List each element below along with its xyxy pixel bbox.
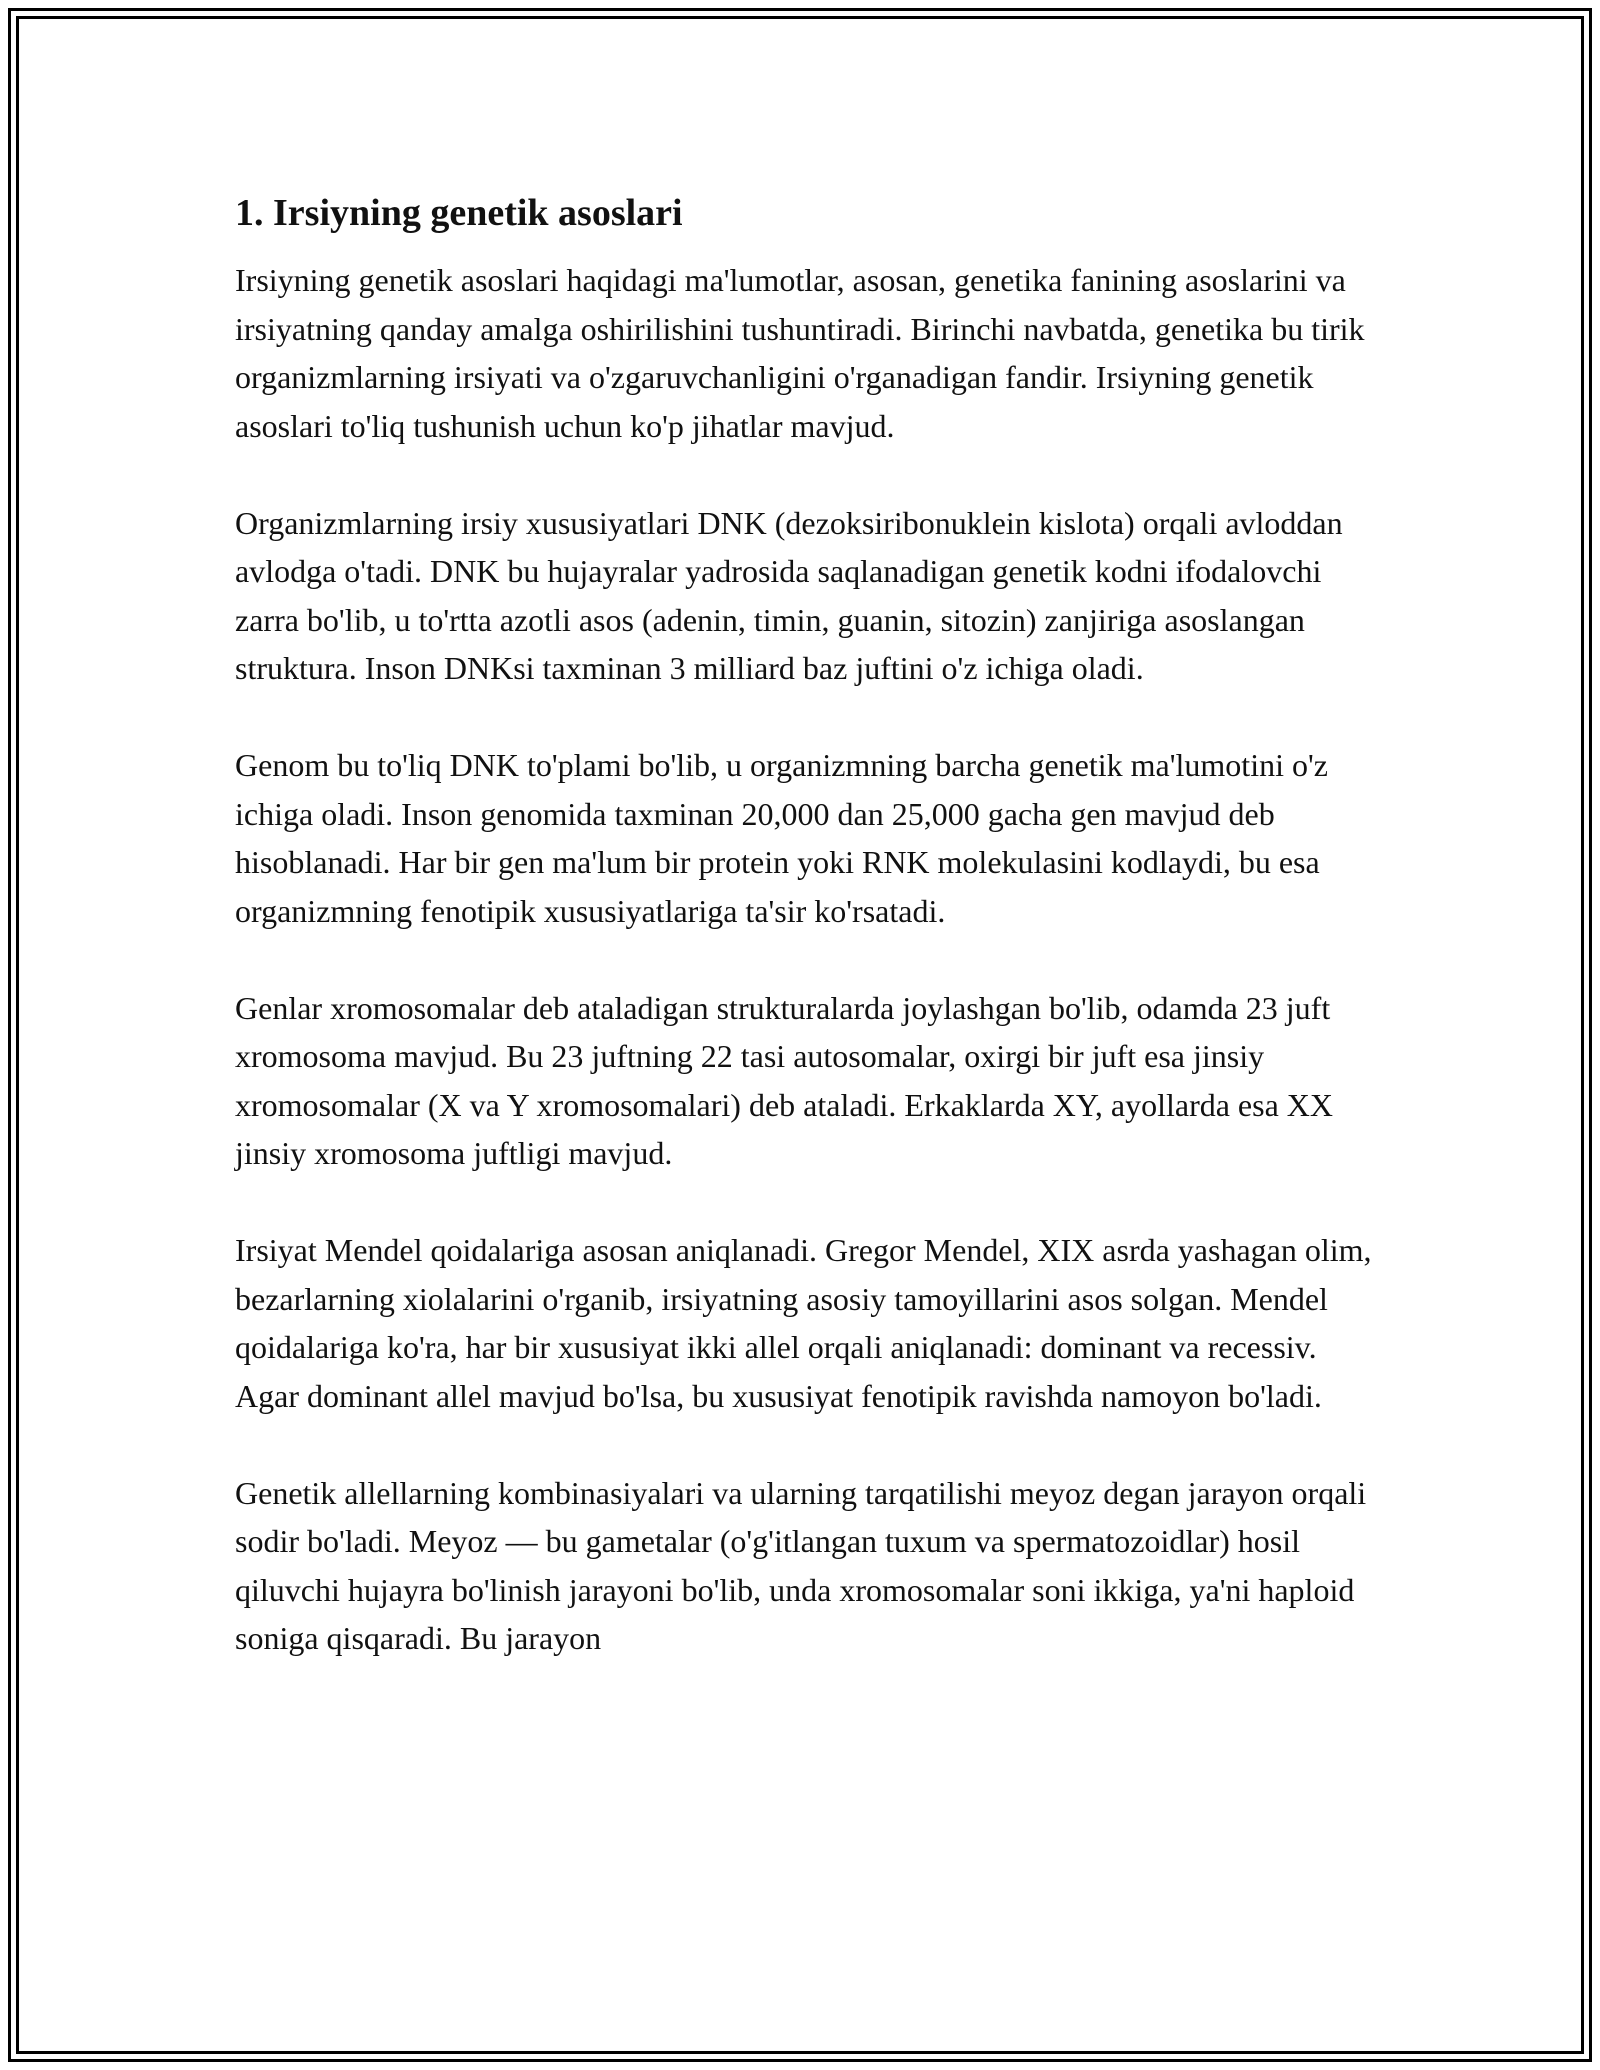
paragraph-4: Genlar xromosomalar deb ataladigan strukturalarda joylashgan bo'lib, odamda 23 juft xromosoma mavjud. Bu 23 juftning 22 tasi autosomalar, oxirgi bir juft esa jinsiy xromosomalar (X va Y xromosomalari) deb ataladi. Erkaklarda XY, ayollarda esa XX jinsiy xromosoma juftligi mavjud. — [235, 989, 1333, 1171]
paragraph-1: Irsiyning genetik asoslari haqidagi ma'lumotlar, asosan, genetika fanining asoslarini va irsiyatning qanday amalga oshirilishini tushuntiradi. Birinchi navbatda, genetika bu tirik organizmlarning irsiyati va o'zgaruvchanligini o'rganadigan fandir. Irsiyning genetik asoslari to'liq tushunish uchun ko'p jihatlar mavjud. — [235, 262, 1365, 444]
paragraph-3: Genom bu to'liq DNK to'plami bo'lib, u organizmning barcha genetik ma'lumotini o'z ichiga oladi. Inson genomida taxminan 20,000 dan 25,000 gacha gen mavjud deb hisoblanadi. Har bir gen ma'lum bir protein yoki RNK molekulasini kodlaydi, bu esa organizmning fenotipik xususiyatlariga ta'sir ko'rsatadi. — [235, 747, 1328, 929]
paragraph-5: Irsiyat Mendel qoidalariga asosan aniqlanadi. Gregor Mendel, XIX asrda yashagan olim, bezarlarning xiolalarini o'rganib, irsiyatning asosiy tamoyillarini asos solgan. Mendel qoidalariga ko'ra, har bir xususiyat ikki allel orqali aniqlanadi: dominant va recessiv. Agar dominant allel mavjud bo'lsa, bu xususiyat fenotipik ravishda namoyon bo'ladi. — [235, 1232, 1372, 1414]
section-heading: 1. Irsiyning genetik asoslari — [235, 192, 683, 234]
paragraph-6: Genetik allellarning kombinasiyalari va ularning tarqatilishi meyoz degan jarayon orqali sodir bo'ladi. Meyoz — bu gametalar (o'g'itlangan tuxum va spermatozoidlar) hosil qiluvchi hujayra bo'linish jarayoni bo'lib, unda xromosomalar soni ikkiga, ya'ni haploid soniga qisqaradi. Bu jarayon — [235, 1474, 1367, 1656]
paragraph-2: Organizmlarning irsiy xususiyatlari DNK (dezoksiribonuklein kislota) orqali avloddan avlodga o'tadi. DNK bu hujayralar yadrosida saqlanadigan genetik kodni ifodalovchi zarra bo'lib, u to'rtta azotli asos (adenin, timin, guanin, sitozin) zanjiriga asoslangan struktura. Inson DNKsi taxminan 3 milliard baz juftini o'z ichiga oladi. — [235, 504, 1343, 686]
document-body — [235, 184, 1385, 1711]
